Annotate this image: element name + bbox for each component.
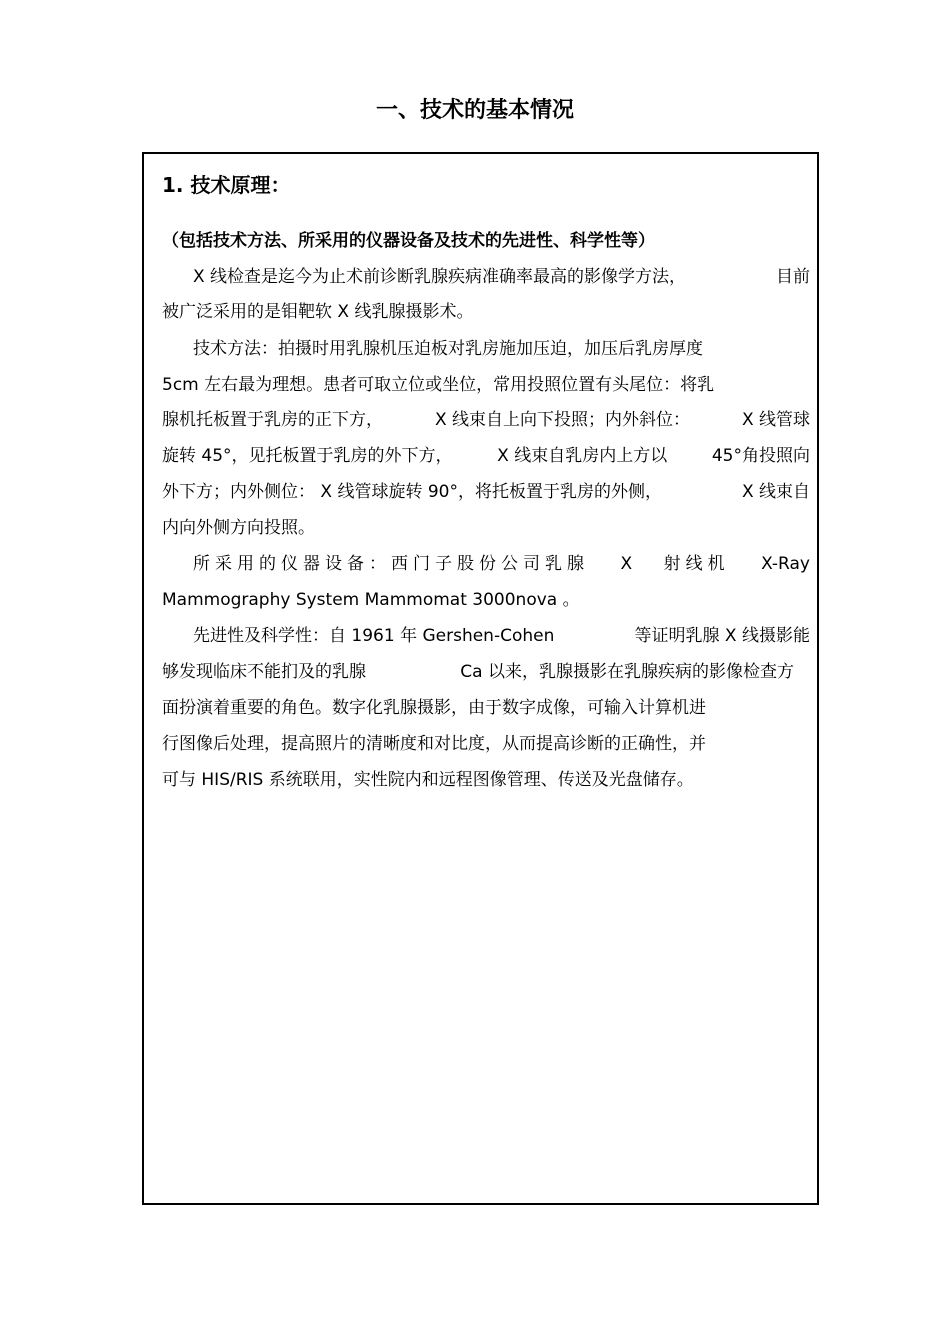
text-segment: 目前 [776, 267, 810, 287]
text-line [162, 480, 810, 504]
text-segment: X 线束自乳房内上方以 [497, 446, 668, 466]
text-segment: X 线束自上向下投照；内外斜位： [434, 410, 690, 430]
text-line [162, 300, 473, 324]
text-segment: X 线管球 [741, 410, 810, 430]
text-line [162, 588, 580, 612]
text-segment: X [620, 554, 633, 574]
page-title: 一、技术的基本情况 [375, 98, 574, 123]
text-segment: 5cm 左右最为理想。患者可取立位或坐位，常用投照位置有头尾位：将乳 [162, 375, 715, 395]
text-segment: 内向外侧方向投照。 [162, 518, 315, 538]
text-line [162, 408, 810, 432]
section-heading: 1. 技术原理： [162, 173, 291, 197]
text-segment: 等证明乳腺 X 线摄影能 [634, 626, 810, 646]
text-segment: 旋转 45°，见托板置于乳房的外下方， [162, 446, 453, 466]
text-segment: Mammography System Mammomat 3000nova 。 [162, 590, 580, 610]
text-line [162, 732, 706, 756]
text-line [162, 768, 694, 792]
text-line [162, 660, 794, 684]
text-segment: 面扮演着重要的角色。数字化乳腺摄影，由于数字成像，可输入计算机进 [162, 698, 706, 718]
text-line [162, 373, 714, 397]
text-segment: 所采用的仪器设备：西门子股份公司乳腺 [193, 554, 589, 574]
text-segment: X 线束自 [741, 482, 810, 502]
text-line [162, 516, 315, 540]
section-subheading: （包括技术方法、所采用的仪器设备及技术的先进性、科学性等） [162, 231, 655, 251]
text-line [193, 265, 810, 289]
text-segment: X-Ray [761, 554, 810, 574]
text-segment: 够发现临床不能扪及的乳腺 [162, 662, 366, 682]
text-segment: 可与 HIS/RIS 系统联用，实性院内和远程图像管理、传送及光盘储存。 [162, 770, 694, 790]
text-segment: X 线检查是迄今为止术前诊断乳腺疾病准确率最高的影像学方法， [193, 267, 687, 287]
text-segment: 腺机托板置于乳房的正下方， [162, 410, 383, 430]
text-segment: 先进性及科学性：自 1961 年 Gershen-Cohen [193, 626, 555, 646]
text-line [162, 696, 706, 720]
text-segment: 技术方法：拍摄时用乳腺机压迫板对乳房施加压迫，加压后乳房厚度 [193, 339, 703, 359]
text-line [193, 552, 810, 576]
text-segment: 射线机 [663, 554, 730, 574]
text-segment: 外下方；内外侧位： X 线管球旋转 90°，将托板置于乳房的外侧， [162, 482, 662, 502]
text-line [193, 624, 810, 648]
text-line [162, 444, 810, 468]
text-segment: Ca 以来，乳腺摄影在乳腺疾病的影像检查方 [460, 662, 794, 682]
text-segment: 45°角投照向 [711, 446, 810, 466]
text-segment: 行图像后处理，提高照片的清晰度和对比度，从而提高诊断的正确性，并 [162, 734, 706, 754]
text-segment: 被广泛采用的是钼靶软 X 线乳腺摄影术。 [162, 302, 474, 322]
text-line [193, 337, 703, 361]
